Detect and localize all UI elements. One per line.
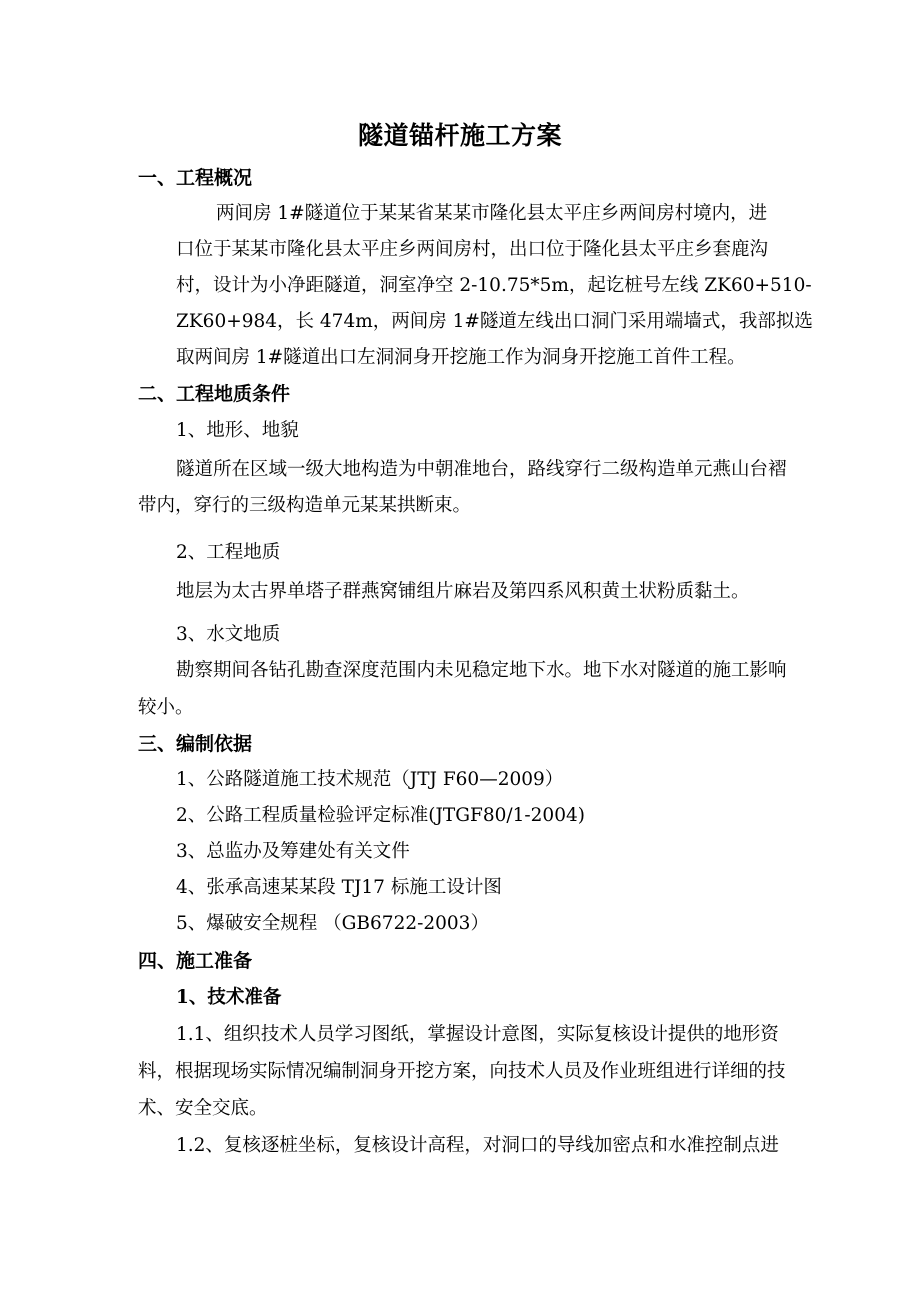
section4-item-line: 1.1、组织技术人员学习图纸，掌握设计意图，实际复核设计提供的地形资 [176,1024,779,1045]
section1-heading: 一、工程概况 [138,167,253,189]
reference-item: 4、张承高速某某段 TJ17 标施工设计图 [176,877,502,898]
section2-sub1-title: 1、地形、地貌 [176,420,299,441]
section2-heading: 二、工程地质条件 [138,383,291,405]
section4-item-line: 料，根据现场实际情况编制洞身开挖方案，向技术人员及作业班组进行详细的技 [138,1061,786,1082]
section2-sub3-line: 勘察期间各钻孔勘查深度范围内未见稳定地下水。地下水对隧道的施工影响 [176,660,787,681]
section2-sub1-line: 隧道所在区域一级大地构造为中朝准地台，路线穿行二级构造单元燕山台褶 [176,459,787,480]
section4-heading: 四、施工准备 [138,950,253,972]
reference-item: 2、公路工程质量检验评定标准(JTGF80/1-2004) [176,805,585,826]
section2-sub3-line: 较小。 [138,697,194,718]
section2-sub1-line: 带内，穿行的三级构造单元某某拱断束。 [138,495,472,516]
section4-item-line: 1.2、复核逐桩坐标，复核设计高程，对洞口的导线加密点和水准控制点进 [176,1135,779,1156]
reference-item: 3、总监办及筹建处有关文件 [176,841,410,862]
section4-sub1-title: 1、技术准备 [176,987,282,1008]
section1-para-line: 两间房 1#隧道位于某某省某某市隆化县太平庄乡两间房村境内，进 [216,203,768,224]
section2-sub2-line: 地层为太古界单塔子群燕窝铺组片麻岩及第四系风积黄土状粉质黏土。 [176,581,750,602]
section1-para-line: ZK60+984，长 474m，两间房 1#隧道左线出口洞门采用端墙式，我部拟选 [176,311,813,332]
section1-para-line: 取两间房 1#隧道出口左洞洞身开挖施工作为洞身开挖施工首件工程。 [176,347,746,368]
section2-sub3-title: 3、水文地质 [176,624,281,645]
reference-item: 1、公路隧道施工技术规范（JTJ F60—2009） [176,769,564,790]
reference-item: 5、爆破安全规程 （GB6722-2003） [176,913,489,934]
section1-para-line: 村，设计为小净距隧道，洞室净空 2-10.75*5m，起讫桩号左线 ZK60+510- [176,275,812,296]
section1-para-line: 口位于某某市隆化县太平庄乡两间房村，出口位于隆化县太平庄乡套鹿沟 [176,239,769,260]
document-title: 隧道锚杆施工方案 [357,121,562,150]
section3-heading: 三、编制依据 [138,733,253,755]
section2-sub2-title: 2、工程地质 [176,542,281,563]
section4-item-line: 术、安全交底。 [138,1098,268,1119]
